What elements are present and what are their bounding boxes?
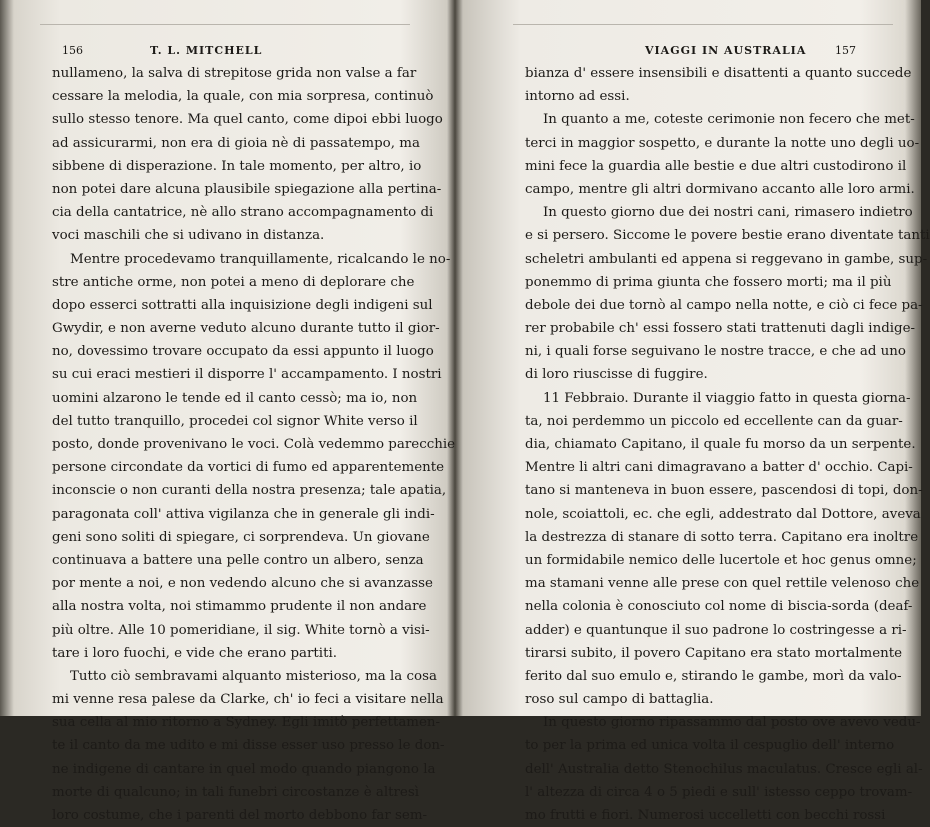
text-line: paragonata coll' attiva vigilanza che in generale gli indi- [52, 506, 435, 522]
left-page [0, 0, 456, 823]
text-line: Mentre procedevamo tranquillamente, ricalcando le no- [70, 251, 451, 267]
text-line: geni sono soliti di spiegare, ci sorprendeva. Un giovane [52, 529, 430, 545]
text-line: scheletri ambulanti ed appena si reggevano in gambe, sup- [525, 251, 928, 267]
text-line: l' altezza di circa 4 o 5 piedi e sull' istesso ceppo trovam- [525, 784, 913, 800]
text-line: dia, chiamato Capitano, il quale fu morso da un serpente. [525, 437, 916, 452]
text-line: loro costume, che i parenti del morto debbono far sem- [52, 808, 428, 823]
running-head: VIAGGI IN AUSTRALIA [645, 44, 807, 57]
text-line: te il canto da me udito e mi disse esser uso presso le don- [52, 738, 445, 754]
text-line: posto, donde provenivano le voci. Colà vedemmo parecchie [52, 437, 456, 452]
text-line: Tutto ciò sembravami alquanto misterioso, ma la cosa [70, 668, 437, 684]
text-line: tano si manteneva in buon essere, pascendosi di topi, don- [525, 483, 923, 499]
text-line: alla nostra volta, noi stimammo prudente il non andare [52, 599, 427, 615]
text-line: voci maschili che si udivano in distanza. [52, 228, 325, 244]
text-line: uomini alzarono le tende ed il canto cessò; ma io, non [52, 390, 418, 406]
text-line: ferito dal suo emulo e, stirando le gambe, morì da valo- [525, 668, 902, 684]
text-line: bianza d' essere insensibili e disattenti a quanto succede [525, 66, 912, 81]
text-line: stre antiche orme, non potei a meno di deplorare che [52, 274, 415, 290]
page-number: 157 [835, 44, 856, 57]
page-number: 156 [62, 44, 83, 57]
text-line: non potei dare alcuna plausibile spiegazione alla pertina- [52, 181, 442, 197]
right-page [463, 0, 930, 823]
text-line: In quanto a me, coteste cerimonie non fecero che met- [543, 112, 915, 128]
page-body-text [525, 62, 930, 827]
text-line: adder) e quantunque il suo padrone lo costringesse a ri- [525, 622, 907, 638]
text-line: ponemmo di prima giunta che fossero morti; ma il più [525, 274, 892, 290]
text-line: dopo esserci sottratti alla inquisizione degli indigeni sul [52, 297, 433, 313]
text-line: su cui eraci mestieri il disporre l' accampamento. I nostri [52, 367, 442, 383]
text-line: por mente a noi, e non vedendo alcuno che si avanzasse [52, 576, 433, 592]
page-edge-line [513, 24, 893, 25]
page-edge-line [40, 24, 410, 25]
text-line: del tutto tranquillo, procedei col signor White verso il [52, 413, 418, 429]
text-line: la destrezza di stanare di sotto terra. Capitano era inoltre [525, 529, 919, 545]
text-line: sibbene di disperazione. In tale momento, per altro, io [52, 158, 422, 174]
text-line: morte di qualcuno; in tali funebri circostanze è altresì [52, 784, 420, 800]
text-line: cessare la melodia, la quale, con mia sorpresa, continuò [52, 89, 434, 105]
text-line: nella colonia è conosciuto col nome di biscia-sorda (deaf- [525, 599, 913, 615]
text-line: campo, mentre gli altri dormivano accanto alle loro armi. [525, 181, 915, 197]
text-line: inconscie o non curanti della nostra presenza; tale apatia, [52, 483, 447, 499]
text-line: e si persero. Siccome le povere bestie erano diventate tanti [525, 228, 930, 244]
text-line: ta, noi perdemmo un piccolo ed eccellente can da guar- [525, 413, 903, 429]
text-line: ad assicurarmi, non era di gioia nè di passatempo, ma [52, 135, 420, 151]
text-line: ma stamani venne alle prese con quel rettile velenoso che [525, 576, 920, 592]
text-line: Gwydir, e non averne veduto alcuno durante tutto il gior- [52, 321, 440, 337]
text-line: In questo giorno due dei nostri cani, rimasero indietro [543, 205, 913, 221]
text-line: terci in maggior sospetto, e durante la notte uno degli uo- [525, 135, 920, 151]
text-line: nullameno, la salva di strepitose grida non valse a far [52, 66, 417, 81]
text-line: dell' Australia detto Stenochilus maculatus. Cresce egli al- [525, 761, 923, 777]
text-line: continuava a battere una pelle contro un albero, senza [52, 552, 424, 568]
text-line: ni, i quali forse seguivano le nostre tracce, e che ad uno [525, 344, 906, 360]
text-line: debole dei due tornò al campo nella notte, e ciò ci fece pa- [525, 297, 923, 313]
text-line: sua cella al mio ritorno a Sydney. Egli imitò perfettamen- [52, 715, 441, 731]
text-line: mo frutti e fiori. Numerosi uccelletti con becchi rossi [525, 808, 886, 823]
text-line: 11 Febbraio. Durante il viaggio fatto in questa giorna- [543, 390, 911, 406]
text-line: mini fece la guardia alle bestie e due altri custodirono il [525, 158, 907, 174]
text-line: persone circondate da vortici di fumo ed apparentemente [52, 460, 445, 476]
text-line: sullo stesso tenore. Ma quel canto, come dipoi ebbi luogo [52, 112, 443, 128]
text-line: nole, scoiattoli, ec. che egli, addestrato dal Dottore, aveva [525, 506, 921, 522]
text-line: rer probabile ch' essi fossero stati trattenuti dagli indige- [525, 321, 916, 337]
text-line: cia della cantatrice, nè allo strano accompagnamento di [52, 205, 434, 221]
text-line: tirarsi subito, il povero Capitano era stato mortalmente [525, 645, 903, 661]
text-line: to per la prima ed unica volta il cespuglio dell' interno [525, 738, 895, 754]
text-line: più oltre. Alle 10 pomeridiane, il sig. White tornò a visi- [52, 622, 430, 638]
text-line: In questo giorno ripassammo dal posto ove avevo vedu- [543, 715, 921, 731]
running-head: T. L. MITCHELL [150, 44, 263, 57]
text-line: Mentre li altri cani dimagravano a batter d' occhio. Capi- [525, 460, 913, 476]
text-line: no, dovessimo trovare occupato da essi appunto il luogo [52, 344, 434, 360]
text-line: mi venne resa palese da Clarke, ch' io feci a visitare nella [52, 692, 444, 708]
text-line: tare i loro fuochi, e vide che erano partiti. [52, 645, 337, 661]
page-body-text [52, 62, 456, 827]
text-line: intorno ad essi. [525, 89, 630, 105]
text-line: roso sul campo di battaglia. [525, 692, 714, 708]
text-line: ne indigene di cantare in quel modo quando piangono la [52, 761, 436, 777]
text-line: un formidabile nemico delle lucertole et hoc genus omne; [525, 552, 917, 568]
text-line: di loro riuscisse di fuggire. [525, 367, 708, 383]
